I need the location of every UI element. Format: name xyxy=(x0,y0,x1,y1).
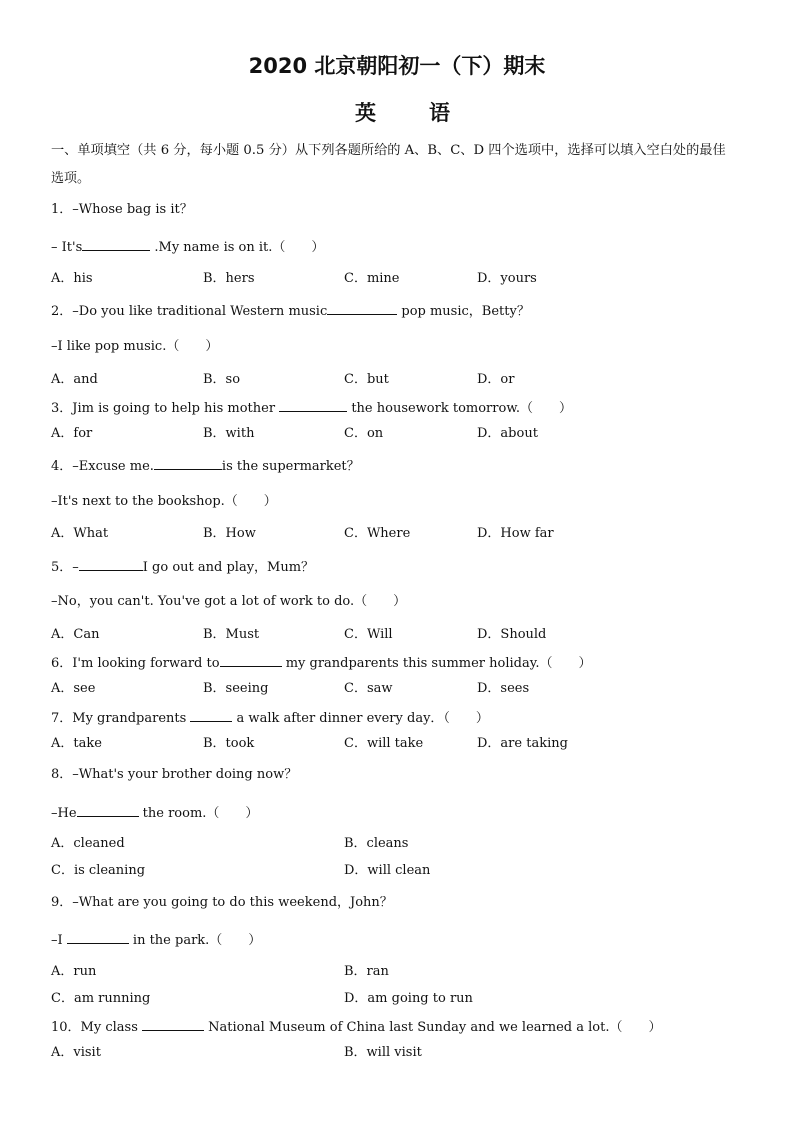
q6-prompt-post: my grandparents this summer holiday.（ ） xyxy=(281,656,592,671)
q7-option-a[interactable]: A．take xyxy=(51,736,102,751)
q9-answer xyxy=(51,931,261,949)
q4-option-a[interactable]: A．What xyxy=(51,526,109,541)
q9-blank[interactable] xyxy=(67,931,129,944)
q4-option-c[interactable]: C．Where xyxy=(344,526,411,541)
q5-option-a[interactable]: A．Can xyxy=(51,627,100,642)
q4-prompt-post: is the supermarket？ xyxy=(221,459,360,474)
q6-prompt-pre: 6．I'm looking forward to xyxy=(51,656,220,671)
q10-prompt-post: National Museum of China last Sunday and we learned a lot.（ ） xyxy=(204,1020,662,1035)
q3-blank[interactable] xyxy=(279,399,347,412)
q9-answer-post: in the park.（ ） xyxy=(128,933,262,948)
q8-option-c[interactable]: C．is cleaning xyxy=(51,863,146,878)
q7-blank[interactable] xyxy=(190,709,232,722)
q4-prompt-pre: 4．–Excuse me. xyxy=(51,459,154,474)
q2-prompt xyxy=(51,302,530,320)
q1-option-b[interactable]: B．hers xyxy=(203,271,255,286)
q9-option-b[interactable]: B．ran xyxy=(344,964,389,979)
q1-option-a[interactable]: A．his xyxy=(51,271,93,286)
q5-prompt-post: I go out and play，Mum？ xyxy=(142,560,315,575)
q1-answer-blank[interactable] xyxy=(82,238,150,251)
q8-answer-post: the room.（ ） xyxy=(138,806,259,821)
q9-option-c[interactable]: C．am running xyxy=(51,991,151,1006)
q1-option-c[interactable]: C．mine xyxy=(344,271,400,286)
q4-prompt xyxy=(51,457,360,475)
q1-answer xyxy=(51,238,324,256)
q2-option-c[interactable]: C．but xyxy=(344,372,389,387)
q10-prompt-pre: 10．My class xyxy=(51,1020,142,1035)
q5-blank[interactable] xyxy=(79,558,143,571)
q2-answer: –I like pop music.（ ） xyxy=(51,339,219,354)
q9-option-d[interactable]: D．am going to run xyxy=(344,991,473,1006)
page-title: 2020 北京朝阳初一（下）期末 xyxy=(248,54,546,78)
q9-prompt: 9．–What are you going to do this weekend，John？ xyxy=(51,895,393,910)
q1-answer-pre: – It's xyxy=(51,240,83,255)
q5-option-c[interactable]: C．Will xyxy=(344,627,393,642)
subject-char-2: 语 xyxy=(429,100,452,125)
q7-option-c[interactable]: C．will take xyxy=(344,736,424,751)
q9-option-a[interactable]: A．run xyxy=(51,964,97,979)
q5-prompt-pre: 5．– xyxy=(51,560,79,575)
q7-option-b[interactable]: B．took xyxy=(203,736,255,751)
q5-prompt xyxy=(51,558,314,576)
q7-prompt-pre: 7．My grandparents xyxy=(51,711,191,726)
q4-option-d[interactable]: D．How far xyxy=(477,526,554,541)
q10-blank[interactable] xyxy=(142,1018,204,1031)
q4-option-b[interactable]: B．How xyxy=(203,526,256,541)
q8-option-a[interactable]: A．cleaned xyxy=(51,836,125,851)
q2-blank[interactable] xyxy=(327,302,397,315)
q6-prompt xyxy=(51,654,592,672)
q8-answer-pre: –He xyxy=(51,806,77,821)
q2-prompt-post: pop music，Betty？ xyxy=(397,304,530,319)
q4-blank[interactable] xyxy=(154,457,222,470)
q8-option-d[interactable]: D．will clean xyxy=(344,863,431,878)
q6-option-a[interactable]: A．see xyxy=(51,681,96,696)
section-instruction-line2: 选项。 xyxy=(51,171,91,186)
q3-prompt-pre: 3．Jim is going to help his mother xyxy=(51,401,280,416)
q3-option-c[interactable]: C．on xyxy=(344,426,384,441)
q3-option-d[interactable]: D．about xyxy=(477,426,538,441)
q1-option-d[interactable]: D．yours xyxy=(477,271,537,286)
subject-char-1: 英 xyxy=(355,100,378,125)
q10-prompt xyxy=(51,1018,662,1036)
q3-option-b[interactable]: B．with xyxy=(203,426,255,441)
q1-answer-post: .My name is on it.（ ） xyxy=(150,240,325,255)
q7-prompt xyxy=(51,709,489,727)
q3-prompt xyxy=(51,399,572,417)
q3-option-a[interactable]: A．for xyxy=(51,426,93,441)
q6-option-b[interactable]: B．seeing xyxy=(203,681,269,696)
q9-answer-pre: –I xyxy=(51,933,67,948)
q8-option-b[interactable]: B．cleans xyxy=(344,836,409,851)
q2-prompt-pre: 2．–Do you like traditional Western music xyxy=(51,304,328,319)
q10-option-b[interactable]: B．will visit xyxy=(344,1045,422,1060)
q5-answer: –No，you can't. You've got a lot of work to do.（ ） xyxy=(51,594,407,609)
q6-option-d[interactable]: D．sees xyxy=(477,681,530,696)
q10-option-a[interactable]: A．visit xyxy=(51,1045,101,1060)
q4-answer: –It's next to the bookshop.（ ） xyxy=(51,494,277,509)
q5-option-b[interactable]: B．Must xyxy=(203,627,260,642)
q8-answer xyxy=(51,804,258,822)
q2-option-a[interactable]: A．and xyxy=(51,372,98,387)
q8-blank[interactable] xyxy=(77,804,139,817)
q5-option-d[interactable]: D．Should xyxy=(477,627,547,642)
q7-prompt-post: a walk after dinner every day．（ ） xyxy=(232,711,489,726)
q1-prompt: 1．–Whose bag is it？ xyxy=(51,202,193,217)
q8-prompt: 8．–What's your brother doing now？ xyxy=(51,767,298,782)
q2-option-d[interactable]: D．or xyxy=(477,372,515,387)
q2-option-b[interactable]: B．so xyxy=(203,372,241,387)
q6-option-c[interactable]: C．saw xyxy=(344,681,393,696)
q6-blank[interactable] xyxy=(220,654,282,667)
section-instruction-line1: 一、单项填空（共 6 分，每小题 0.5 分）从下列各题所给的 A、B、C、D 四个选项中，选择可以填入空白处的最佳 xyxy=(51,143,726,158)
q3-prompt-post: the housework tomorrow.（ ） xyxy=(347,401,573,416)
q7-option-d[interactable]: D．are taking xyxy=(477,736,568,751)
